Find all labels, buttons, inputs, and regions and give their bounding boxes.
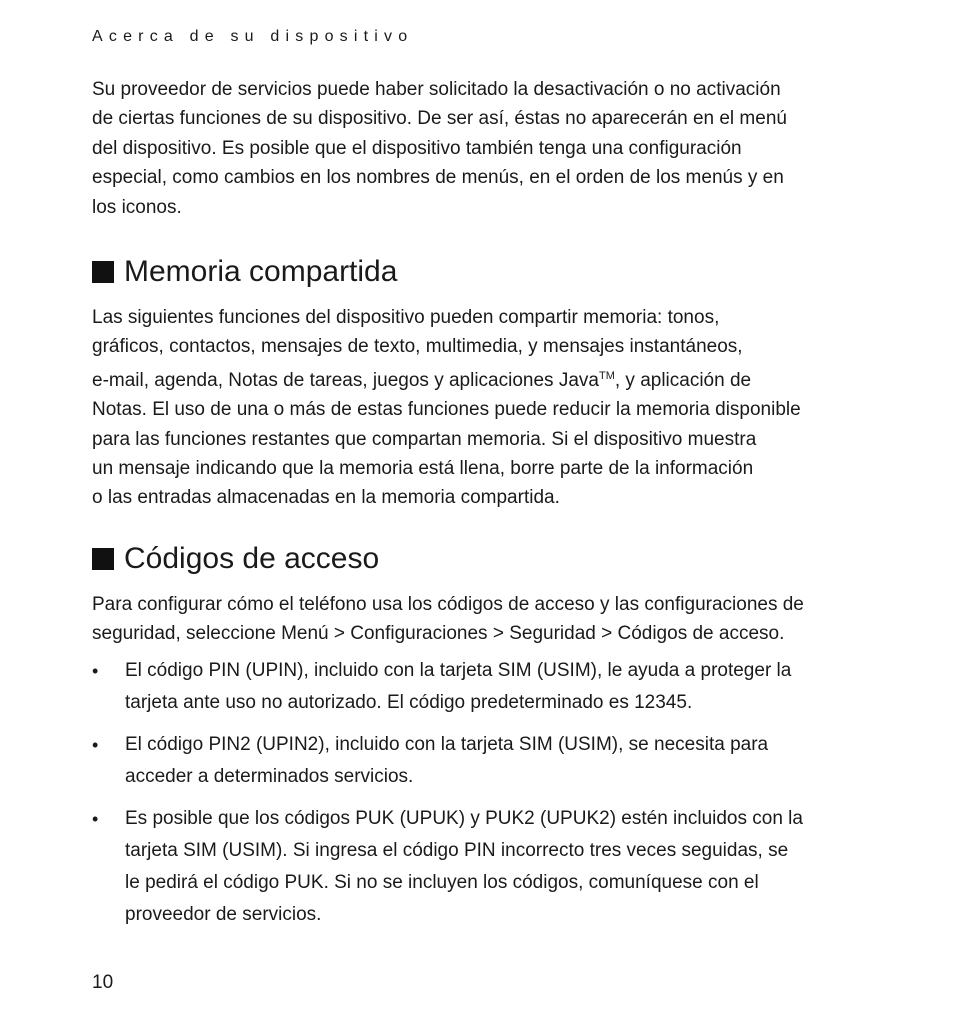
section-title: Códigos de acceso: [124, 542, 380, 575]
memory-line: [92, 362, 801, 395]
bullet-line: le pedirá el código PUK. Si no se incluyen los códigos, comuníquese con el: [125, 872, 759, 893]
page-number: 10: [92, 972, 114, 993]
section-heading-codes: [92, 542, 379, 576]
list-item: [92, 655, 803, 719]
section-title: Memoria compartida: [124, 255, 398, 288]
memory-line: un mensaje indicando que la memoria está llena, borre parte de la información: [92, 458, 754, 480]
bullet-icon: •: [92, 735, 99, 755]
list-item: [92, 729, 803, 793]
bullet-line: proveedor de servicios.: [125, 904, 322, 925]
memory-paragraph: [92, 303, 801, 513]
bullet-line: tarjeta SIM (USIM). Si ingresa el código PIN incorrecto tres veces seguidas, se: [125, 840, 789, 861]
section-square-icon: [92, 548, 114, 570]
memory-line: gráficos, contactos, mensajes de texto, multimedia, y mensajes instantáneos,: [92, 336, 743, 358]
bullet-line: El código PIN (UPIN), incluido con la tarjeta SIM (USIM), le ayuda a proteger la: [125, 660, 792, 681]
memory-line: o las entradas almacenadas en la memoria compartida.: [92, 487, 560, 509]
bullet-line: acceder a determinados servicios.: [125, 766, 414, 787]
codes-line: Para configurar cómo el teléfono usa los códigos de acceso y las configuraciones de: [92, 594, 804, 615]
bullet-line: El código PIN2 (UPIN2), incluido con la tarjeta SIM (USIM), se necesita para: [125, 734, 769, 755]
section-square-icon: [92, 261, 114, 283]
bullet-line: Es posible que los códigos PUK (UPUK) y PUK2 (UPUK2) estén incluidos con la: [125, 808, 803, 829]
memory-line: Notas. El uso de una o más de estas funciones puede reducir la memoria disponible: [92, 399, 801, 421]
bullet-line: tarjeta ante uso no autorizado. El código predeterminado es 12345.: [125, 692, 693, 713]
codes-paragraph: [92, 590, 804, 649]
intro-line: del dispositivo. Es posible que el dispositivo también tenga una configuración: [92, 137, 742, 159]
bullet-icon: •: [92, 809, 99, 829]
codes-bullet-list: [92, 655, 803, 931]
intro-line: de ciertas funciones de su dispositivo. De ser así, éstas no aparecerán en el menú: [92, 108, 787, 130]
running-header: Acerca de su dispositivo: [92, 28, 414, 45]
list-item: [92, 803, 803, 931]
intro-paragraph: [92, 75, 787, 222]
memory-line-text: e-mail, agenda, Notas de tareas, juegos y aplicaciones Java: [92, 369, 599, 391]
codes-line: seguridad, seleccione Menú > Configuraciones > Seguridad > Códigos de acceso.: [92, 623, 785, 645]
memory-line: Las siguientes funciones del dispositivo pueden compartir memoria: tonos,: [92, 307, 720, 328]
memory-line-text: , y aplicación de: [614, 369, 752, 391]
intro-line: los iconos.: [92, 196, 182, 218]
section-heading-memory: [92, 255, 397, 289]
intro-line: especial, como cambios en los nombres de menús, en el orden de los menús y en: [92, 167, 784, 189]
bullet-icon: •: [92, 661, 99, 681]
intro-line: Su proveedor de servicios puede haber solicitado la desactivación o no activación: [92, 79, 781, 100]
memory-line: para las funciones restantes que compartan memoria. Si el dispositivo muestra: [92, 428, 757, 450]
trademark-symbol: TM: [598, 369, 615, 382]
